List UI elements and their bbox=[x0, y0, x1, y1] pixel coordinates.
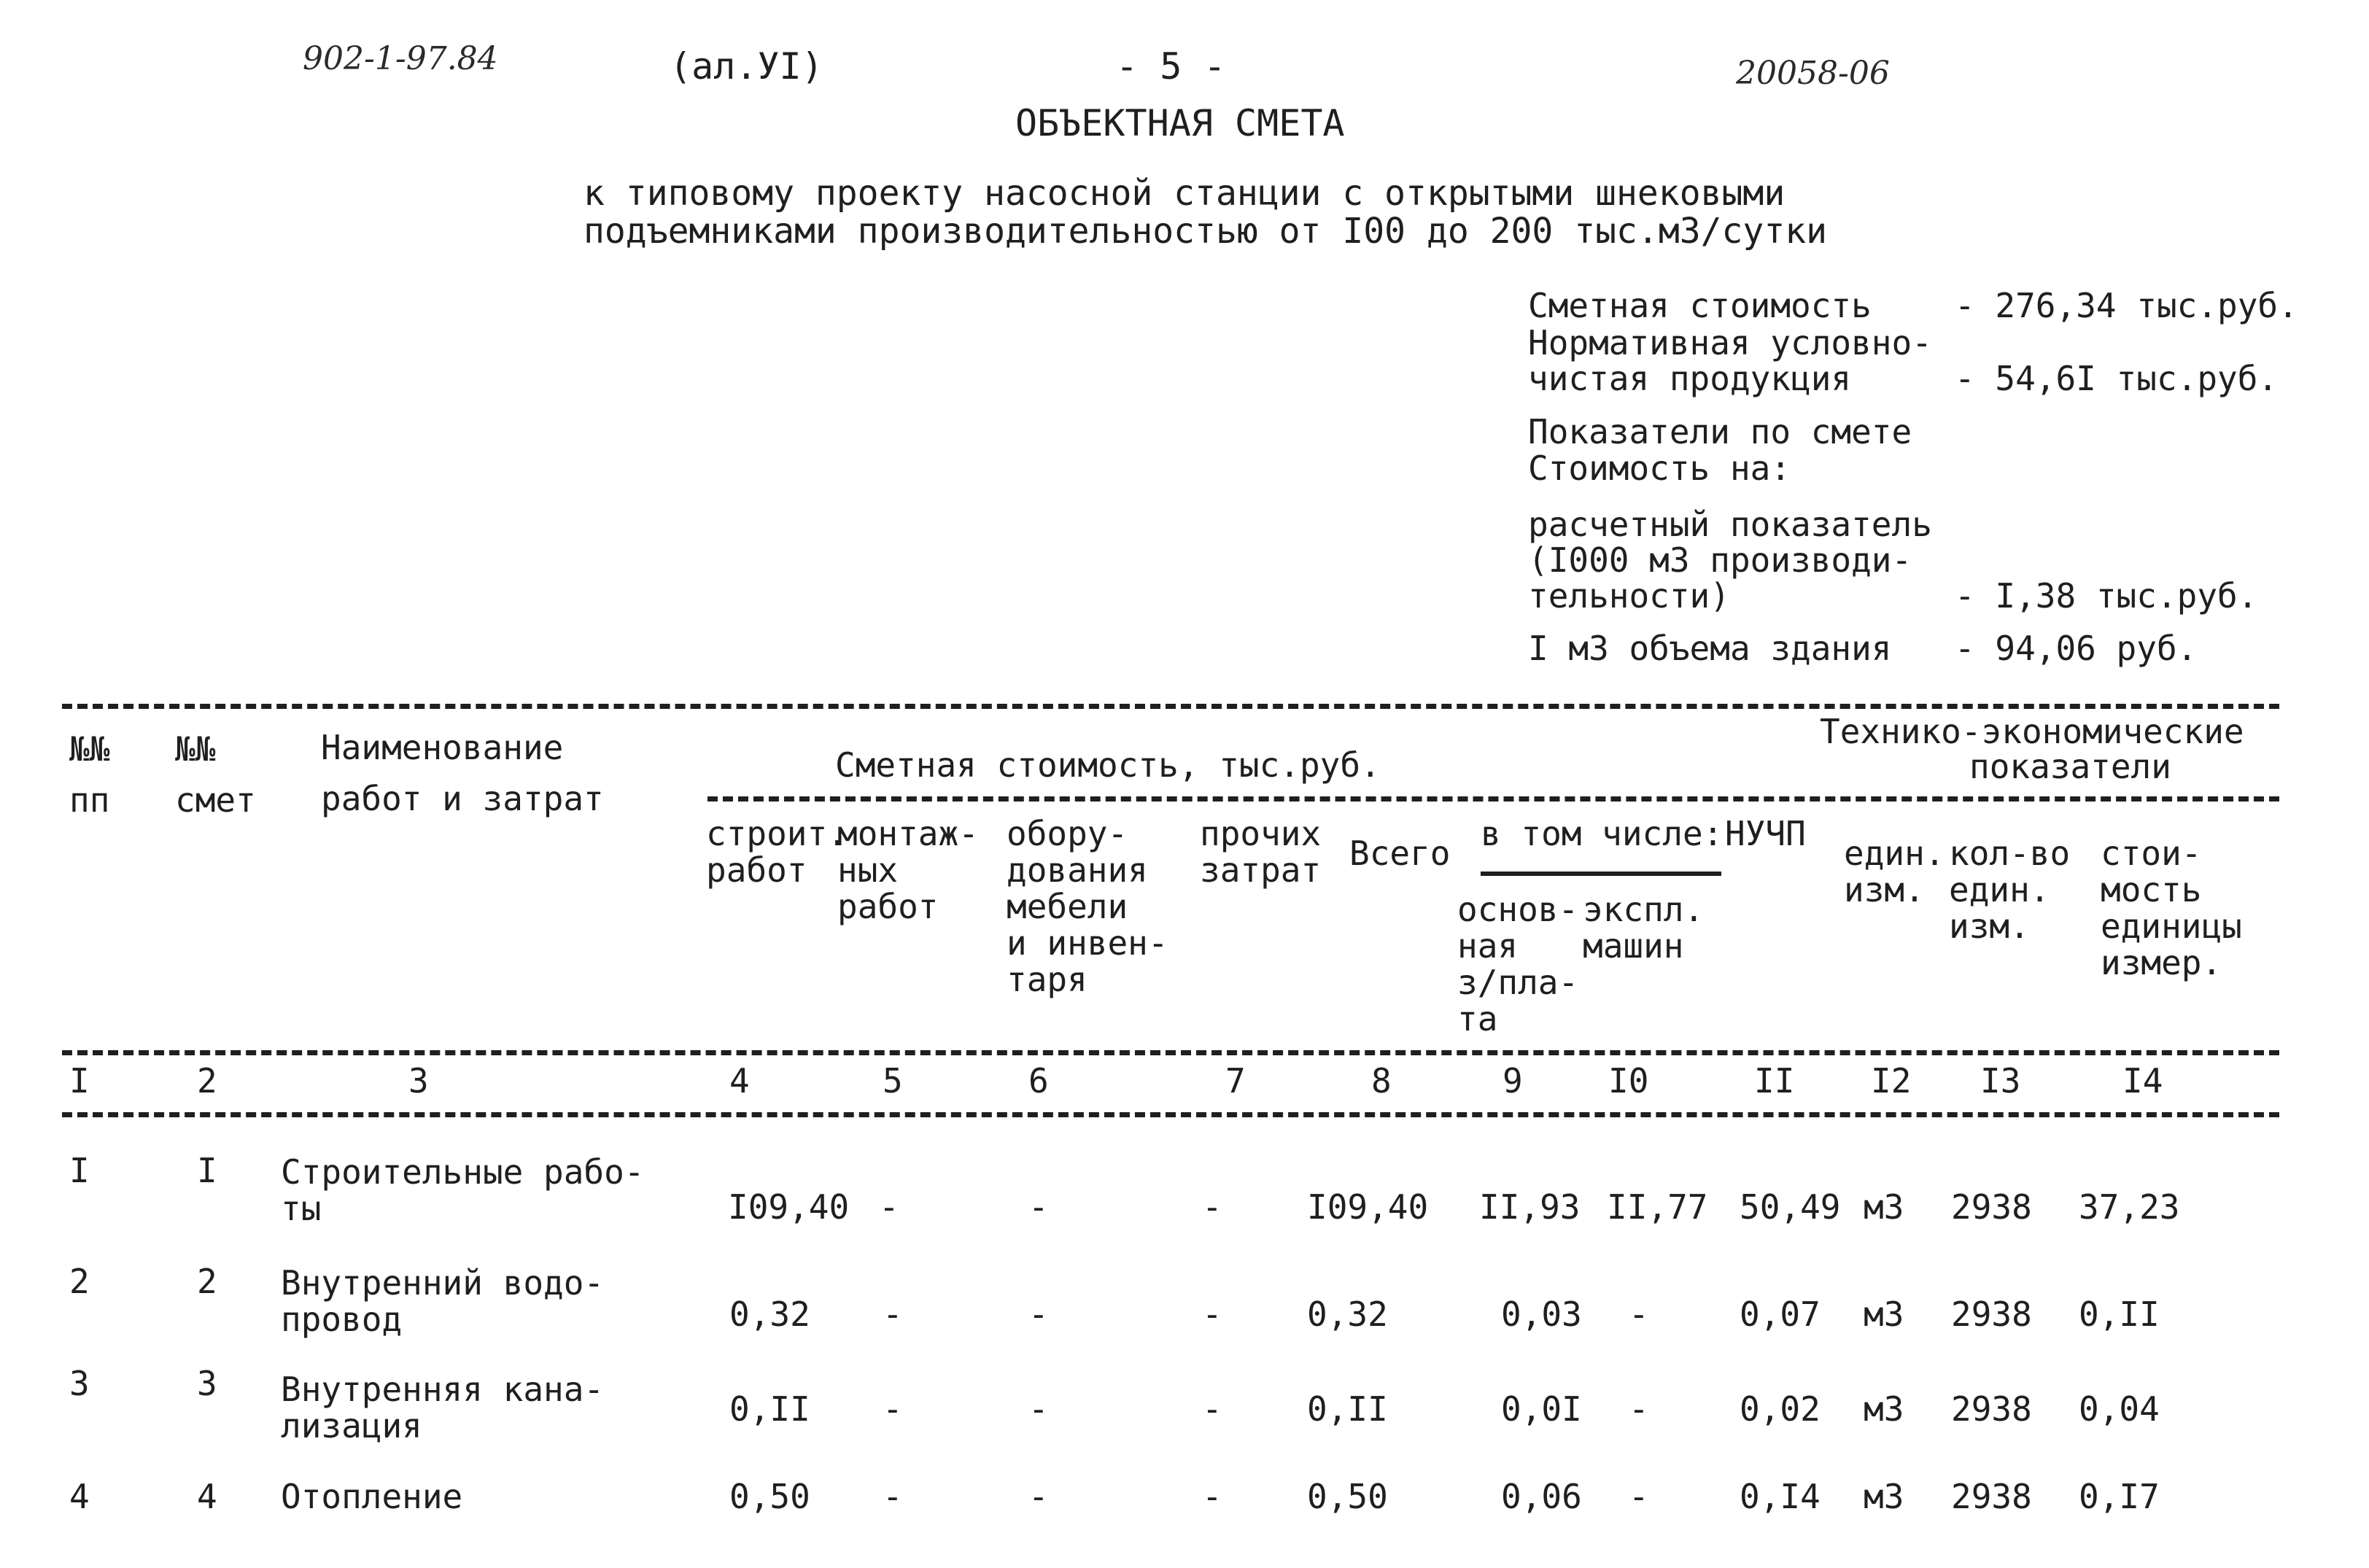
header-bottom-rule bbox=[62, 1050, 2279, 1055]
cell-total: 0,II bbox=[1307, 1389, 1388, 1429]
cost-on-label: Стоимость на: bbox=[1528, 449, 1791, 488]
cell-unit: м3 bbox=[1864, 1389, 1904, 1429]
cell-equipment: - bbox=[1028, 1389, 1049, 1429]
col-number: II bbox=[1754, 1061, 1795, 1101]
cell-nuchp: 50,49 bbox=[1740, 1187, 1841, 1227]
col3-header-a: Наименование bbox=[321, 728, 564, 767]
col4-header: строит. работ bbox=[706, 814, 848, 890]
cell-unit-cost: 0,I7 bbox=[2079, 1477, 2160, 1516]
norm-label-1: Нормативная условно- bbox=[1528, 323, 1932, 362]
cell-construction: I09,40 bbox=[728, 1187, 850, 1227]
cell-other: - bbox=[1202, 1187, 1222, 1227]
col10-header: экспл. машин bbox=[1583, 890, 1705, 966]
calc-indicator-3: тельности) bbox=[1528, 576, 1730, 616]
cell-construction: 0,50 bbox=[729, 1477, 810, 1516]
tech-group-header-1: Технико-экономические bbox=[1820, 712, 2244, 751]
norm-label-2: чистая продукция bbox=[1528, 359, 1852, 398]
cell-machines: - bbox=[1629, 1389, 1649, 1429]
col2-header-b: смет bbox=[175, 780, 256, 820]
col1-header-a: №№ bbox=[69, 729, 110, 769]
col13-header: кол-во един. изм. bbox=[1949, 834, 2071, 946]
volume-label: I м3 объема здания bbox=[1528, 629, 1892, 668]
calc-indicator-value: - I,38 тыс.руб. bbox=[1955, 576, 2258, 616]
estimate-number: 3 bbox=[197, 1364, 217, 1403]
col14-header: стои- мость единицы измер. bbox=[2101, 834, 2242, 982]
work-name-line-1: Внутренняя кана- bbox=[281, 1370, 605, 1409]
col-number: I bbox=[69, 1061, 90, 1101]
work-name-line-1: Внутренний водо- bbox=[281, 1263, 605, 1303]
header-group-rule bbox=[707, 796, 2279, 802]
incl-underline bbox=[1481, 872, 1721, 876]
row-number: 4 bbox=[69, 1477, 90, 1516]
col-number: 8 bbox=[1371, 1061, 1392, 1101]
cell-nuchp: 0,02 bbox=[1740, 1389, 1821, 1429]
cell-installation: - bbox=[883, 1389, 903, 1429]
cell-equipment: - bbox=[1028, 1295, 1049, 1334]
document-code: 20058-06 bbox=[1736, 55, 1890, 92]
col9-header: основ- ная з/пла- та bbox=[1457, 890, 1579, 1039]
col8-header: Всего bbox=[1349, 834, 1451, 873]
col-number: 4 bbox=[729, 1061, 750, 1101]
work-name-line-2: лизация bbox=[281, 1406, 422, 1445]
indicators-label: Показатели по смете bbox=[1528, 412, 1912, 451]
estimate-number: I bbox=[197, 1151, 217, 1190]
col3-header-b: работ и затрат bbox=[321, 779, 604, 818]
cell-construction: 0,II bbox=[729, 1389, 810, 1429]
including-header: в том числе: bbox=[1481, 814, 1724, 853]
cell-construction: 0,32 bbox=[729, 1295, 810, 1334]
col-number: 5 bbox=[883, 1061, 903, 1101]
cell-other: - bbox=[1202, 1295, 1222, 1334]
album-label: (ал.УI) bbox=[670, 45, 823, 88]
col12-header: един. изм. bbox=[1844, 834, 1945, 909]
cell-wages: II,93 bbox=[1479, 1187, 1581, 1227]
row-number: 2 bbox=[69, 1262, 90, 1301]
calc-indicator-1: расчетный показатель bbox=[1528, 505, 1932, 544]
col1-header-b: пп bbox=[69, 780, 110, 820]
cell-unit-cost: 0,II bbox=[2079, 1295, 2160, 1334]
cell-equipment: - bbox=[1028, 1477, 1049, 1516]
col-number: I2 bbox=[1871, 1061, 1912, 1101]
cost-value: - 276,34 тыс.руб. bbox=[1955, 286, 2298, 325]
norm-value: - 54,6I тыс.руб. bbox=[1955, 359, 2279, 398]
calc-indicator-2: (I000 м3 производи- bbox=[1528, 540, 1912, 580]
col-number: 6 bbox=[1028, 1061, 1049, 1101]
cell-unit-cost: 0,04 bbox=[2079, 1389, 2160, 1429]
cell-machines: - bbox=[1629, 1477, 1649, 1516]
row-number: 3 bbox=[69, 1364, 90, 1403]
work-name-line-2: ты bbox=[281, 1189, 322, 1228]
page-number: - 5 - bbox=[1116, 45, 1226, 88]
estimate-number: 4 bbox=[197, 1477, 217, 1516]
document-number: 902-1-97.84 bbox=[303, 40, 498, 77]
cell-nuchp: 0,I4 bbox=[1740, 1477, 1821, 1516]
cell-wages: 0,06 bbox=[1501, 1477, 1582, 1516]
estimate-number: 2 bbox=[197, 1262, 217, 1301]
col-number: 7 bbox=[1225, 1061, 1246, 1101]
col-number: I4 bbox=[2122, 1061, 2163, 1101]
cost-group-header: Сметная стоимость, тыс.руб. bbox=[835, 745, 1381, 785]
col-number: 9 bbox=[1503, 1061, 1523, 1101]
cell-installation: - bbox=[879, 1187, 899, 1227]
work-name-line-2: провод bbox=[281, 1300, 403, 1339]
cell-unit: м3 bbox=[1864, 1295, 1904, 1334]
col6-header: обору- дования мебели и инвен- таря bbox=[1007, 814, 1168, 999]
cell-unit: м3 bbox=[1864, 1477, 1904, 1516]
cell-installation: - bbox=[883, 1295, 903, 1334]
subtitle-line-1: к типовому проекту насосной станции с открытыми шнековыми bbox=[583, 173, 1786, 214]
col5-header: монтаж- ных работ bbox=[837, 814, 979, 926]
col-number: 2 bbox=[197, 1061, 217, 1101]
cell-machines: II,77 bbox=[1607, 1187, 1708, 1227]
cell-unit: м3 bbox=[1864, 1187, 1904, 1227]
col-number: 3 bbox=[408, 1061, 429, 1101]
volume-value: - 94,06 руб. bbox=[1955, 629, 2198, 668]
page-title: ОБЪЕКТНАЯ СМЕТА bbox=[1015, 102, 1345, 144]
cell-quantity: 2938 bbox=[1951, 1295, 2032, 1334]
cell-total: 0,50 bbox=[1307, 1477, 1388, 1516]
row-number: I bbox=[69, 1151, 90, 1190]
col2-header-a: №№ bbox=[175, 729, 216, 769]
tech-group-header-2: показатели bbox=[1969, 747, 2171, 786]
cell-other: - bbox=[1202, 1477, 1222, 1516]
col-number: I0 bbox=[1608, 1061, 1649, 1101]
cell-installation: - bbox=[883, 1477, 903, 1516]
cell-total: 0,32 bbox=[1307, 1295, 1388, 1334]
cell-machines: - bbox=[1629, 1295, 1649, 1334]
cell-other: - bbox=[1202, 1389, 1222, 1429]
subtitle-line-2: подъемниками производительностью от I00 до 200 тыс.м3/сутки bbox=[583, 211, 1828, 252]
cell-quantity: 2938 bbox=[1951, 1477, 2032, 1516]
cell-equipment: - bbox=[1028, 1187, 1049, 1227]
cell-wages: 0,0I bbox=[1501, 1389, 1582, 1429]
col11-header: НУЧП bbox=[1725, 814, 1806, 853]
column-numbers-rule bbox=[62, 1112, 2279, 1117]
cell-quantity: 2938 bbox=[1951, 1389, 2032, 1429]
cell-nuchp: 0,07 bbox=[1740, 1295, 1821, 1334]
cell-total: I09,40 bbox=[1307, 1187, 1429, 1227]
cell-wages: 0,03 bbox=[1501, 1295, 1582, 1334]
cost-label: Сметная стоимость bbox=[1528, 286, 1872, 325]
col7-header: прочих затрат bbox=[1200, 814, 1322, 890]
table-top-rule bbox=[62, 704, 2279, 709]
col-number: I3 bbox=[1980, 1061, 2021, 1101]
cell-unit-cost: 37,23 bbox=[2079, 1187, 2180, 1227]
work-name-line-1: Строительные рабо- bbox=[281, 1152, 645, 1192]
work-name-line-1: Отопление bbox=[281, 1477, 463, 1516]
cell-quantity: 2938 bbox=[1951, 1187, 2032, 1227]
